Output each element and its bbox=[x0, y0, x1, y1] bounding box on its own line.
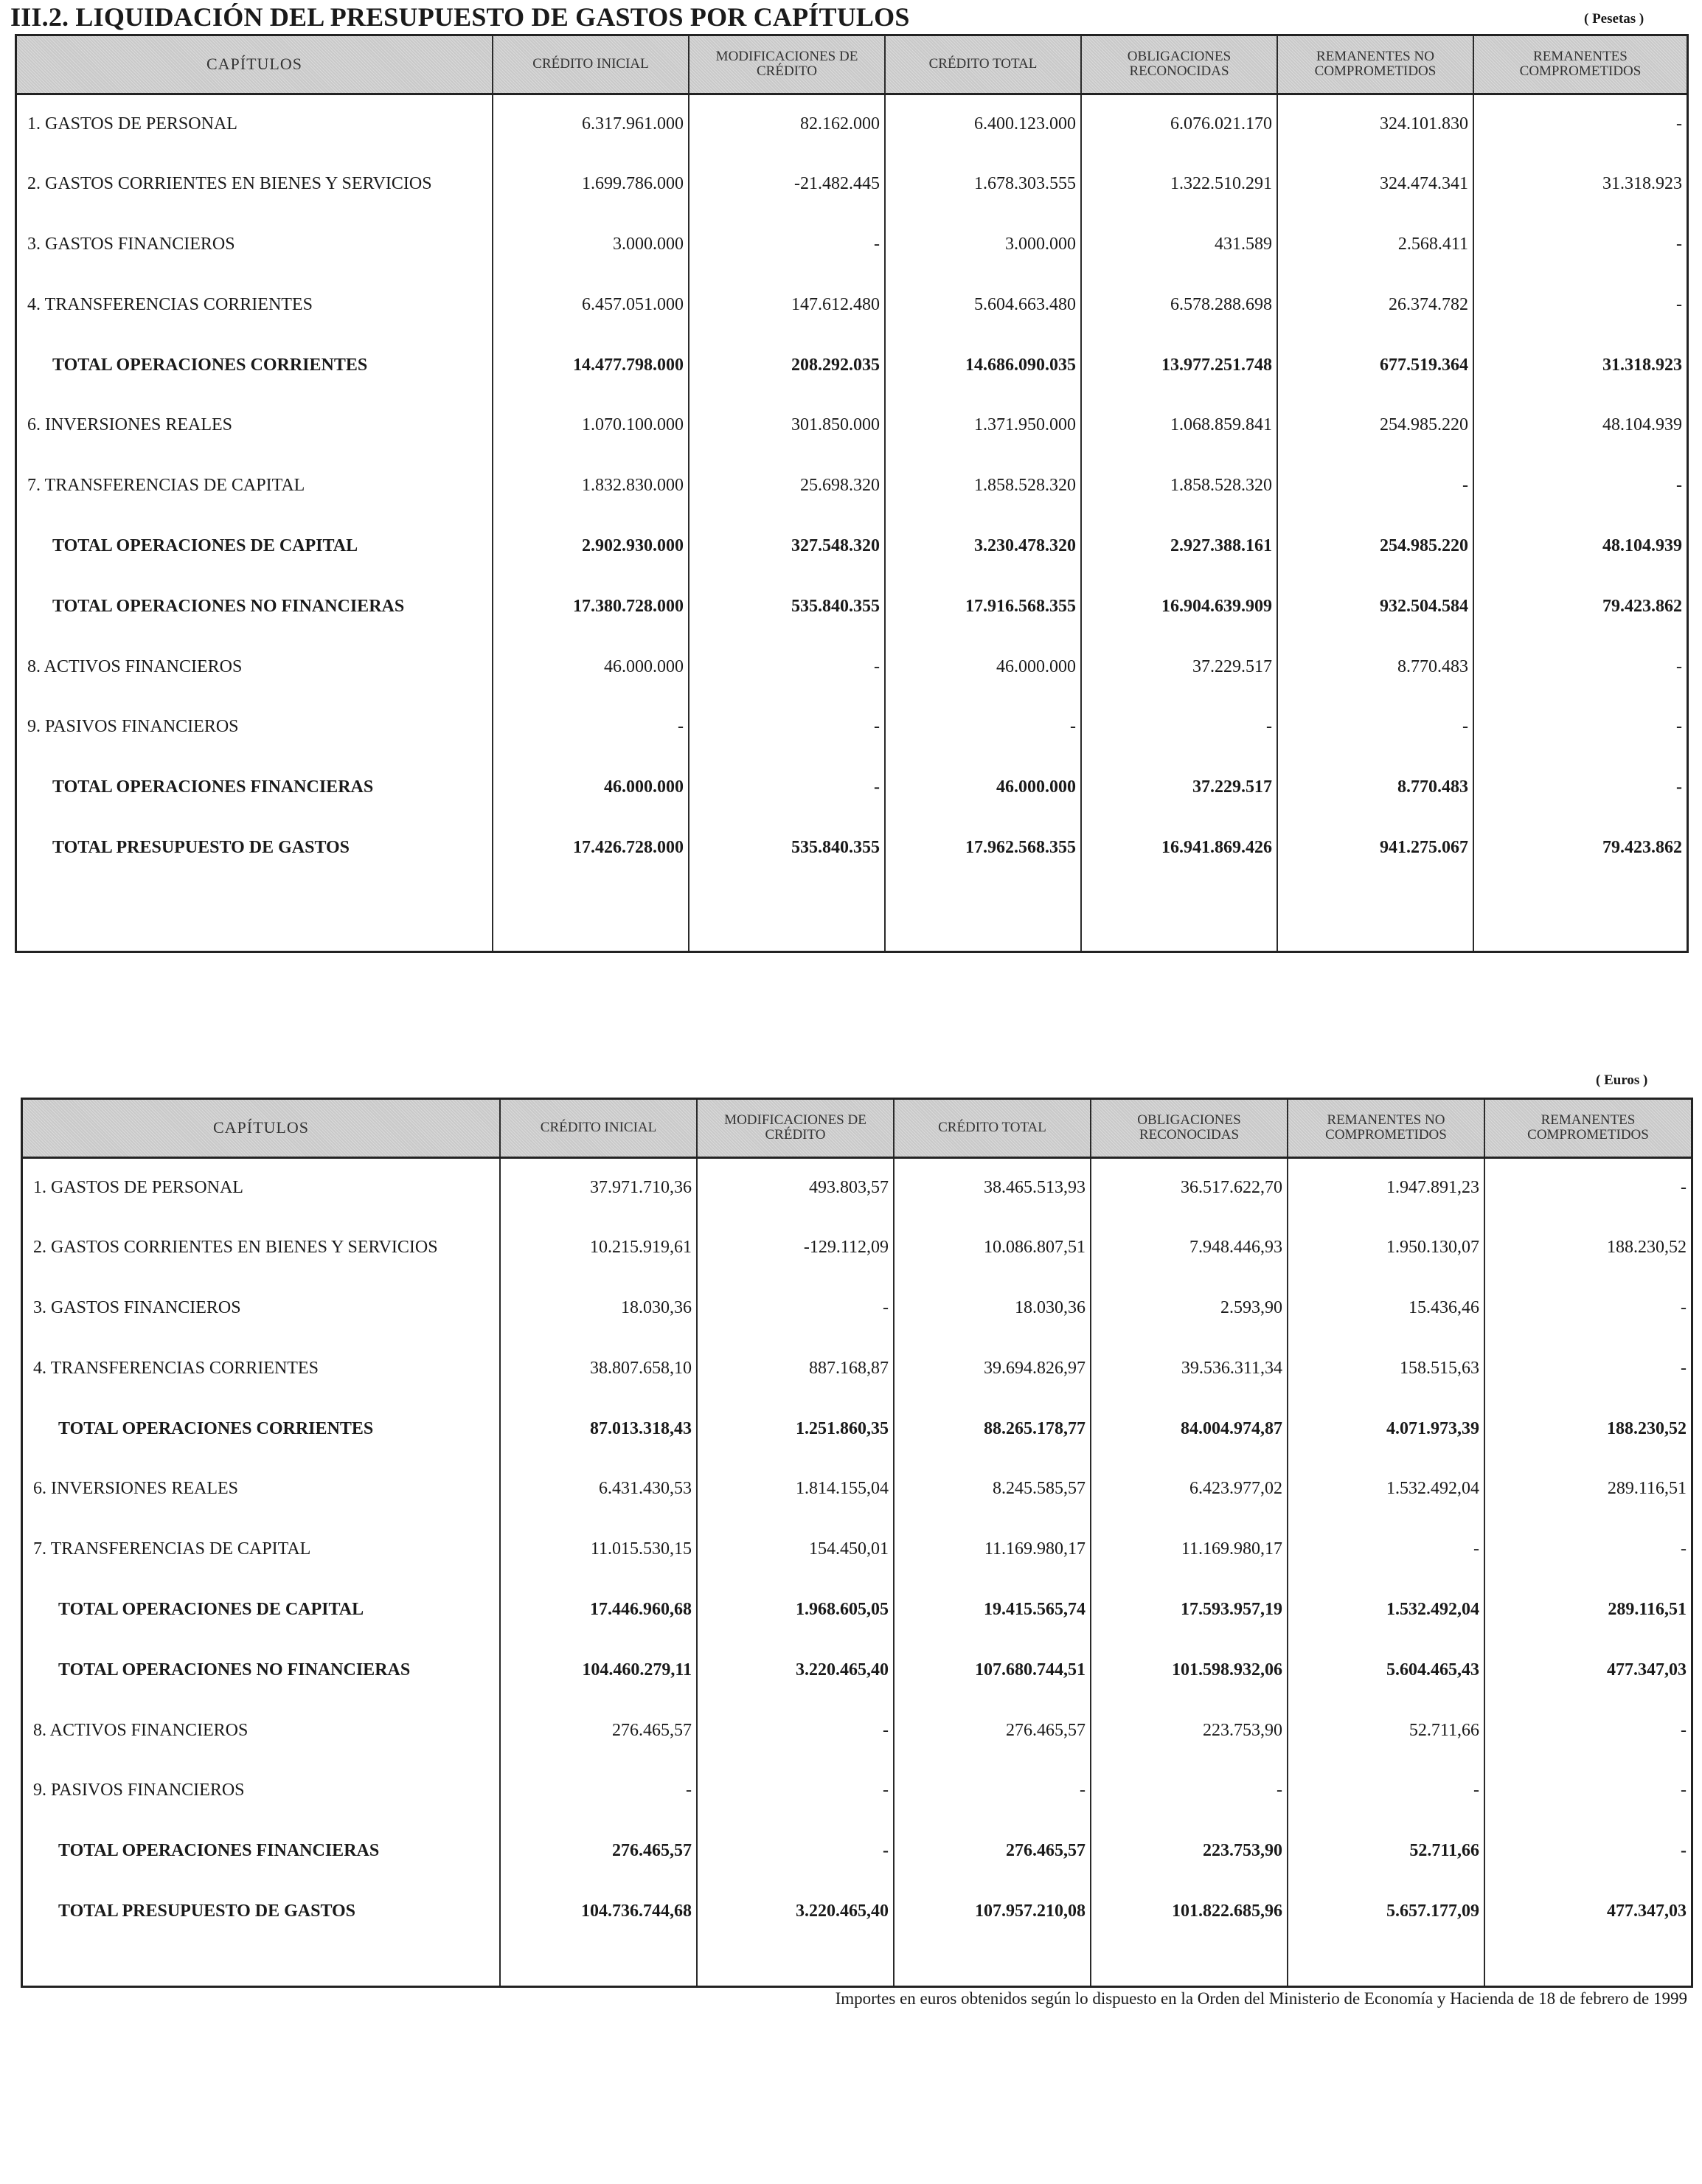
value-cell: - bbox=[1681, 1178, 1687, 1198]
value-cell: 1.858.528.320 bbox=[885, 456, 1081, 516]
row-label: 7. TRANSFERENCIAS DE CAPITAL bbox=[23, 1519, 500, 1580]
total-row bbox=[17, 818, 1687, 878]
value-cell: - bbox=[697, 1700, 894, 1761]
value-cell: 8.245.585,57 bbox=[894, 1459, 1091, 1519]
row-label: TOTAL OPERACIONES FINANCIERAS bbox=[17, 758, 493, 818]
table-row bbox=[17, 94, 1687, 154]
table-row bbox=[23, 1157, 1691, 1218]
value-cell: 158.515,63 bbox=[1288, 1338, 1484, 1398]
value-cell: 188.230,52 bbox=[1607, 1238, 1687, 1258]
row-label: TOTAL OPERACIONES NO FINANCIERAS bbox=[23, 1640, 500, 1700]
row-label: 3. GASTOS FINANCIEROS bbox=[23, 1278, 500, 1339]
value-cell: 2.927.388.161 bbox=[1081, 516, 1277, 577]
value-cell: - bbox=[500, 1761, 697, 1821]
table-row bbox=[23, 1218, 1691, 1278]
row-label: 9. PASIVOS FINANCIEROS bbox=[23, 1761, 500, 1821]
value-cell: - bbox=[1681, 1297, 1687, 1317]
value-cell: - bbox=[1681, 1720, 1687, 1740]
spacer-row bbox=[23, 1941, 1691, 1986]
table-row bbox=[17, 395, 1687, 456]
table-row bbox=[23, 1700, 1691, 1761]
header-row bbox=[23, 1100, 1691, 1157]
page-title: III.2. LIQUIDACIÓN DEL PRESUPUESTO DE GASTOS POR CAPÍTULOS bbox=[10, 2, 910, 32]
value-cell: 16.941.869.426 bbox=[1081, 818, 1277, 878]
value-cell: 11.169.980,17 bbox=[894, 1519, 1091, 1580]
value-cell: 276.465,57 bbox=[894, 1700, 1091, 1761]
value-cell: 17.446.960,68 bbox=[500, 1580, 697, 1640]
value-cell: 46.000.000 bbox=[493, 637, 689, 697]
col-header-obligaciones: OBLIGACIONES RECONOCIDAS bbox=[1091, 1100, 1288, 1157]
value-cell: 15.436,46 bbox=[1288, 1278, 1484, 1339]
value-cell: 6.076.021.170 bbox=[1081, 94, 1277, 154]
value-cell: 25.698.320 bbox=[689, 456, 885, 516]
value-cell: 887.168,87 bbox=[697, 1338, 894, 1398]
value-cell: 324.474.341 bbox=[1277, 154, 1473, 215]
value-cell: 6.457.051.000 bbox=[493, 274, 689, 335]
row-label: 7. TRANSFERENCIAS DE CAPITAL bbox=[17, 456, 493, 516]
row-label: TOTAL OPERACIONES CORRIENTES bbox=[23, 1398, 500, 1459]
value-cell: 88.265.178,77 bbox=[894, 1398, 1091, 1459]
total-row bbox=[23, 1882, 1691, 1942]
value-cell: 3.000.000 bbox=[885, 215, 1081, 275]
value-cell: 535.840.355 bbox=[689, 576, 885, 637]
value-cell: 8.770.483 bbox=[1277, 758, 1473, 818]
value-cell: - bbox=[1681, 1781, 1687, 1800]
empty-cell bbox=[1091, 1941, 1288, 1986]
row-label: 4. TRANSFERENCIAS CORRIENTES bbox=[17, 274, 493, 335]
table-row bbox=[23, 1338, 1691, 1398]
value-cell: 276.465,57 bbox=[894, 1821, 1091, 1882]
row-label: TOTAL OPERACIONES FINANCIERAS bbox=[23, 1821, 500, 1882]
empty-cell bbox=[1473, 878, 1687, 951]
row-label: 1. GASTOS DE PERSONAL bbox=[17, 94, 493, 154]
value-cell: 17.380.728.000 bbox=[493, 576, 689, 637]
value-cell: 327.548.320 bbox=[689, 516, 885, 577]
row-label: 3. GASTOS FINANCIEROS bbox=[17, 215, 493, 275]
value-cell: 16.904.639.909 bbox=[1081, 576, 1277, 637]
value-cell: - bbox=[1676, 476, 1682, 496]
value-cell: 11.015.530,15 bbox=[500, 1519, 697, 1580]
value-cell: - bbox=[1081, 697, 1277, 758]
value-cell: 10.215.919,61 bbox=[500, 1218, 697, 1278]
value-cell: 1.858.528.320 bbox=[1081, 456, 1277, 516]
col-header-capitulos: CAPÍTULOS bbox=[23, 1100, 500, 1157]
value-cell: 1.947.891,23 bbox=[1288, 1157, 1484, 1218]
value-cell: 1.068.859.841 bbox=[1081, 395, 1277, 456]
value-cell: 14.477.798.000 bbox=[493, 335, 689, 395]
value-cell: 17.593.957,19 bbox=[1091, 1580, 1288, 1640]
value-cell: 3.220.465,40 bbox=[697, 1882, 894, 1942]
pesetas-table bbox=[15, 34, 1689, 953]
empty-cell bbox=[1081, 878, 1277, 951]
row-label: TOTAL OPERACIONES DE CAPITAL bbox=[17, 516, 493, 577]
value-cell: 46.000.000 bbox=[885, 758, 1081, 818]
value-cell: 6.317.961.000 bbox=[493, 94, 689, 154]
value-cell: - bbox=[493, 697, 689, 758]
footnote: Importes en euros obtenidos según lo dispuesto en la Orden del Ministerio de Economía y Hacienda de 18 de febrero de 1999 bbox=[835, 1989, 1687, 2008]
value-cell: 104.460.279,11 bbox=[500, 1640, 697, 1700]
value-cell: 3.220.465,40 bbox=[697, 1640, 894, 1700]
value-cell: - bbox=[1681, 1358, 1687, 1378]
empty-cell bbox=[697, 1941, 894, 1986]
table-row bbox=[23, 1761, 1691, 1821]
total-row bbox=[23, 1580, 1691, 1640]
row-label: 1. GASTOS DE PERSONAL bbox=[23, 1157, 500, 1218]
value-cell: 477.347,03 bbox=[1607, 1660, 1687, 1679]
value-cell: 10.086.807,51 bbox=[894, 1218, 1091, 1278]
value-cell: - bbox=[689, 758, 885, 818]
col-header-remanentes-no-comprometidos: REMANENTES NO COMPROMETIDOS bbox=[1277, 36, 1473, 94]
total-row bbox=[17, 516, 1687, 577]
value-cell: 11.169.980,17 bbox=[1091, 1519, 1288, 1580]
value-cell: 101.598.932,06 bbox=[1091, 1640, 1288, 1700]
value-cell: 932.504.584 bbox=[1277, 576, 1473, 637]
value-cell: 4.071.973,39 bbox=[1288, 1398, 1484, 1459]
table-row bbox=[17, 215, 1687, 275]
spacer-row bbox=[17, 878, 1687, 951]
value-cell: 147.612.480 bbox=[689, 274, 885, 335]
col-header-capitulos: CAPÍTULOS bbox=[17, 36, 493, 94]
col-header-credito-total: CRÉDITO TOTAL bbox=[894, 1100, 1091, 1157]
col-header-obligaciones: OBLIGACIONES RECONOCIDAS bbox=[1081, 36, 1277, 94]
empty-cell bbox=[17, 878, 493, 951]
row-label: 8. ACTIVOS FINANCIEROS bbox=[17, 637, 493, 697]
value-cell: 52.711,66 bbox=[1288, 1821, 1484, 1882]
empty-cell bbox=[1288, 1941, 1484, 1986]
value-cell: 52.711,66 bbox=[1288, 1700, 1484, 1761]
value-cell: - bbox=[689, 215, 885, 275]
header-row bbox=[17, 36, 1687, 94]
value-cell: 1.950.130,07 bbox=[1288, 1218, 1484, 1278]
value-cell: 8.770.483 bbox=[1277, 637, 1473, 697]
value-cell: 14.686.090.035 bbox=[885, 335, 1081, 395]
table-row bbox=[17, 274, 1687, 335]
value-cell: 31.318.923 bbox=[1602, 355, 1682, 375]
value-cell: 188.230,52 bbox=[1607, 1418, 1687, 1438]
value-cell: - bbox=[1091, 1761, 1288, 1821]
value-cell: 535.840.355 bbox=[689, 818, 885, 878]
col-header-modificaciones: MODIFICACIONES DE CRÉDITO bbox=[689, 36, 885, 94]
value-cell: 1.814.155,04 bbox=[697, 1459, 894, 1519]
value-cell: 1.322.510.291 bbox=[1081, 154, 1277, 215]
value-cell: - bbox=[1277, 456, 1473, 516]
table-row bbox=[23, 1459, 1691, 1519]
value-cell: 2.568.411 bbox=[1277, 215, 1473, 275]
value-cell: - bbox=[1676, 294, 1682, 314]
value-cell: - bbox=[689, 697, 885, 758]
empty-cell bbox=[493, 878, 689, 951]
value-cell: - bbox=[885, 697, 1081, 758]
total-row bbox=[23, 1821, 1691, 1882]
value-cell: 17.962.568.355 bbox=[885, 818, 1081, 878]
value-cell: 87.013.318,43 bbox=[500, 1398, 697, 1459]
col-header-credito-inicial: CRÉDITO INICIAL bbox=[493, 36, 689, 94]
col-header-modificaciones: MODIFICACIONES DE CRÉDITO bbox=[697, 1100, 894, 1157]
empty-cell bbox=[885, 878, 1081, 951]
row-label: 9. PASIVOS FINANCIEROS bbox=[17, 697, 493, 758]
total-row bbox=[17, 576, 1687, 637]
row-label: 8. ACTIVOS FINANCIEROS bbox=[23, 1700, 500, 1761]
euros-unit-label: ( Euros ) bbox=[1596, 1072, 1648, 1088]
value-cell: - bbox=[1288, 1761, 1484, 1821]
value-cell: 208.292.035 bbox=[689, 335, 885, 395]
pesetas-body bbox=[17, 94, 1687, 951]
value-cell: 13.977.251.748 bbox=[1081, 335, 1277, 395]
value-cell: 1.699.786.000 bbox=[493, 154, 689, 215]
value-cell: 1.678.303.555 bbox=[885, 154, 1081, 215]
table-row bbox=[23, 1278, 1691, 1339]
row-label: TOTAL OPERACIONES DE CAPITAL bbox=[23, 1580, 500, 1640]
empty-cell bbox=[1277, 878, 1473, 951]
value-cell: 5.604.663.480 bbox=[885, 274, 1081, 335]
row-label: TOTAL OPERACIONES CORRIENTES bbox=[17, 335, 493, 395]
value-cell: - bbox=[894, 1761, 1091, 1821]
value-cell: 154.450,01 bbox=[697, 1519, 894, 1580]
row-label: 2. GASTOS CORRIENTES EN BIENES Y SERVICIOS bbox=[23, 1218, 500, 1278]
value-cell: - bbox=[1676, 234, 1682, 254]
value-cell: 1.532.492,04 bbox=[1288, 1580, 1484, 1640]
value-cell: 6.578.288.698 bbox=[1081, 274, 1277, 335]
value-cell: 31.318.923 bbox=[1602, 174, 1682, 194]
table-row bbox=[17, 697, 1687, 758]
value-cell: 46.000.000 bbox=[493, 758, 689, 818]
value-cell: 39.536.311,34 bbox=[1091, 1338, 1288, 1398]
value-cell: 79.423.862 bbox=[1602, 837, 1682, 857]
value-cell: 223.753,90 bbox=[1091, 1700, 1288, 1761]
value-cell: 46.000.000 bbox=[885, 637, 1081, 697]
value-cell: 1.251.860,35 bbox=[697, 1398, 894, 1459]
value-cell: 37.971.710,36 bbox=[500, 1157, 697, 1218]
value-cell: 18.030,36 bbox=[894, 1278, 1091, 1339]
value-cell: 3.230.478.320 bbox=[885, 516, 1081, 577]
value-cell: 1.832.830.000 bbox=[493, 456, 689, 516]
value-cell: 1.532.492,04 bbox=[1288, 1459, 1484, 1519]
value-cell: 477.347,03 bbox=[1607, 1901, 1687, 1921]
value-cell: -21.482.445 bbox=[689, 154, 885, 215]
value-cell: - bbox=[1676, 656, 1682, 676]
empty-cell bbox=[23, 1941, 500, 1986]
value-cell: - bbox=[697, 1278, 894, 1339]
value-cell: 941.275.067 bbox=[1277, 818, 1473, 878]
value-cell: - bbox=[1676, 114, 1682, 134]
value-cell: 276.465,57 bbox=[500, 1821, 697, 1882]
total-row bbox=[17, 758, 1687, 818]
value-cell: - bbox=[697, 1761, 894, 1821]
pesetas-unit-label: ( Pesetas ) bbox=[1584, 11, 1644, 27]
value-cell: 39.694.826,97 bbox=[894, 1338, 1091, 1398]
value-cell: 7.948.446,93 bbox=[1091, 1218, 1288, 1278]
value-cell: 677.519.364 bbox=[1277, 335, 1473, 395]
value-cell: 79.423.862 bbox=[1602, 596, 1682, 616]
table-row bbox=[17, 154, 1687, 215]
value-cell: 104.736.744,68 bbox=[500, 1882, 697, 1942]
value-cell: 26.374.782 bbox=[1277, 274, 1473, 335]
value-cell: 37.229.517 bbox=[1081, 637, 1277, 697]
value-cell: 38.807.658,10 bbox=[500, 1338, 697, 1398]
euros-table bbox=[21, 1098, 1693, 1988]
value-cell: - bbox=[689, 637, 885, 697]
value-cell: - bbox=[1681, 1539, 1687, 1559]
value-cell: 431.589 bbox=[1081, 215, 1277, 275]
row-label: TOTAL PRESUPUESTO DE GASTOS bbox=[23, 1882, 500, 1942]
value-cell: 5.657.177,09 bbox=[1288, 1882, 1484, 1942]
value-cell: - bbox=[1288, 1519, 1484, 1580]
value-cell: 3.000.000 bbox=[493, 215, 689, 275]
col-header-credito-total: CRÉDITO TOTAL bbox=[885, 36, 1081, 94]
row-label: 2. GASTOS CORRIENTES EN BIENES Y SERVICIOS bbox=[17, 154, 493, 215]
value-cell: -129.112,09 bbox=[697, 1218, 894, 1278]
value-cell: 2.902.930.000 bbox=[493, 516, 689, 577]
value-cell: 254.985.220 bbox=[1277, 395, 1473, 456]
value-cell: 17.916.568.355 bbox=[885, 576, 1081, 637]
value-cell: 5.604.465,43 bbox=[1288, 1640, 1484, 1700]
value-cell: 101.822.685,96 bbox=[1091, 1882, 1288, 1942]
value-cell: 1.968.605,05 bbox=[697, 1580, 894, 1640]
value-cell: 19.415.565,74 bbox=[894, 1580, 1091, 1640]
value-cell: 1.371.950.000 bbox=[885, 395, 1081, 456]
value-cell: - bbox=[1676, 717, 1682, 737]
empty-cell bbox=[1484, 1941, 1691, 1986]
table-row bbox=[17, 456, 1687, 516]
value-cell: 276.465,57 bbox=[500, 1700, 697, 1761]
value-cell: 301.850.000 bbox=[689, 395, 885, 456]
value-cell: 107.957.210,08 bbox=[894, 1882, 1091, 1942]
value-cell: 6.423.977,02 bbox=[1091, 1459, 1288, 1519]
value-cell: 17.426.728.000 bbox=[493, 818, 689, 878]
row-label: 4. TRANSFERENCIAS CORRIENTES bbox=[23, 1338, 500, 1398]
value-cell: 37.229.517 bbox=[1081, 758, 1277, 818]
value-cell: - bbox=[1681, 1841, 1687, 1861]
value-cell: 18.030,36 bbox=[500, 1278, 697, 1339]
value-cell: 48.104.939 bbox=[1602, 535, 1682, 555]
value-cell: - bbox=[1676, 777, 1682, 797]
total-row bbox=[23, 1398, 1691, 1459]
value-cell: - bbox=[1277, 697, 1473, 758]
value-cell: 289.116,51 bbox=[1607, 1479, 1687, 1499]
euros-body bbox=[23, 1157, 1691, 1986]
value-cell: 493.803,57 bbox=[697, 1157, 894, 1218]
total-row bbox=[23, 1640, 1691, 1700]
table-row bbox=[17, 637, 1687, 697]
col-header-credito-inicial: CRÉDITO INICIAL bbox=[500, 1100, 697, 1157]
value-cell: 36.517.622,70 bbox=[1091, 1157, 1288, 1218]
value-cell: - bbox=[697, 1821, 894, 1882]
value-cell: 1.070.100.000 bbox=[493, 395, 689, 456]
empty-cell bbox=[689, 878, 885, 951]
value-cell: 48.104.939 bbox=[1602, 415, 1682, 435]
col-header-remanentes-comprometidos: REMANENTES COMPROMETIDOS bbox=[1484, 1100, 1691, 1157]
value-cell: 38.465.513,93 bbox=[894, 1157, 1091, 1218]
value-cell: 324.101.830 bbox=[1277, 94, 1473, 154]
value-cell: 6.400.123.000 bbox=[885, 94, 1081, 154]
row-label: 6. INVERSIONES REALES bbox=[17, 395, 493, 456]
value-cell: 82.162.000 bbox=[689, 94, 885, 154]
total-row bbox=[17, 335, 1687, 395]
row-label: TOTAL OPERACIONES NO FINANCIERAS bbox=[17, 576, 493, 637]
value-cell: 2.593,90 bbox=[1091, 1278, 1288, 1339]
empty-cell bbox=[500, 1941, 697, 1986]
value-cell: 289.116,51 bbox=[1608, 1599, 1687, 1619]
value-cell: 107.680.744,51 bbox=[894, 1640, 1091, 1700]
value-cell: 223.753,90 bbox=[1091, 1821, 1288, 1882]
col-header-remanentes-no-comprometidos: REMANENTES NO COMPROMETIDOS bbox=[1288, 1100, 1484, 1157]
row-label: TOTAL PRESUPUESTO DE GASTOS bbox=[17, 818, 493, 878]
value-cell: 6.431.430,53 bbox=[500, 1459, 697, 1519]
value-cell: 254.985.220 bbox=[1277, 516, 1473, 577]
table-row bbox=[23, 1519, 1691, 1580]
value-cell: 84.004.974,87 bbox=[1091, 1398, 1288, 1459]
col-header-remanentes-comprometidos: REMANENTES COMPROMETIDOS bbox=[1473, 36, 1687, 94]
empty-cell bbox=[894, 1941, 1091, 1986]
row-label: 6. INVERSIONES REALES bbox=[23, 1459, 500, 1519]
